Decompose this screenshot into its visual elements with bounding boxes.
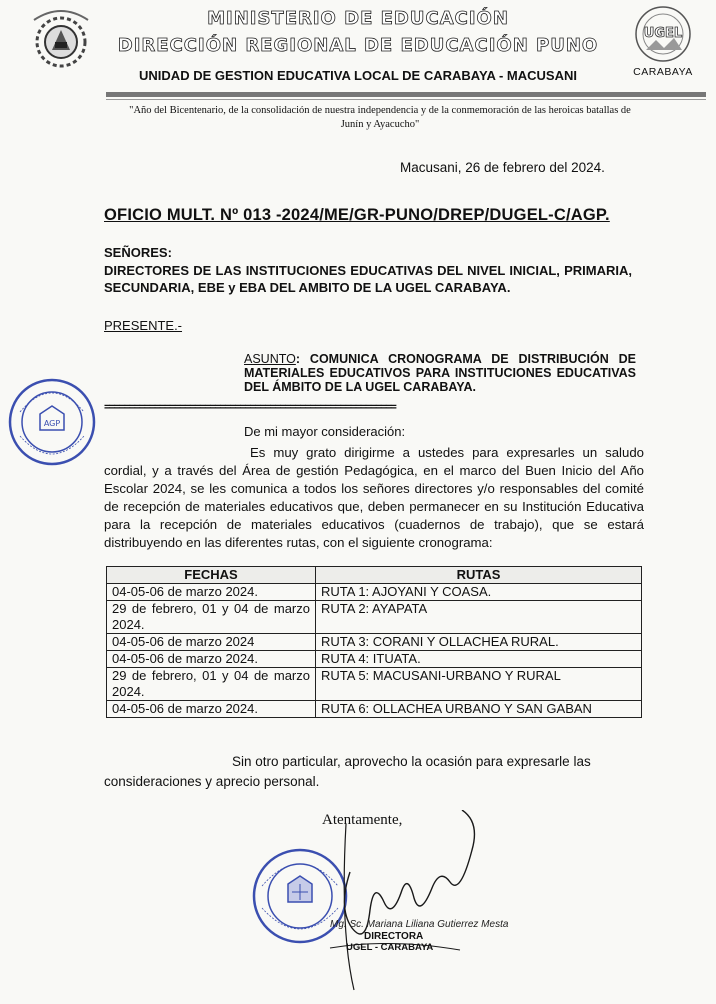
closing-paragraph: Sin otro particular, aprovecho la ocasión para expresarle las consideraciones y aprecio personal. <box>104 754 591 789</box>
cell-fecha: 04-05-06 de marzo 2024. <box>107 701 316 718</box>
header-divider-thin <box>106 99 706 100</box>
table-row <box>107 584 642 601</box>
asunto-block <box>244 352 636 394</box>
signer-title: DIRECTORA <box>364 931 424 942</box>
sign-off: Atentamente, <box>322 812 403 828</box>
body-paragraph: Es muy grato dirigirme a ustedes para expresarles un saludo cordial, y a través del Área de gestión Pedagógica, en el marco del Buen Inicio del Año Escolar 2024, se les comunica a todos los señores directores y/o responsables del comité de recepción de materiales educativos que, deben permanecer en su Institución Educativa para la recepción de materiales educativos (cuadernos de trabajo), que se estará distribuyendo en las diferentes rutas, con el siguiente cronograma: <box>104 445 644 550</box>
column-header-fechas: FECHAS <box>107 567 316 584</box>
handwritten-signature-icon <box>310 810 510 1000</box>
presente-label: PRESENTE.- <box>104 318 183 333</box>
salutation: SEÑORES: <box>104 245 172 260</box>
cell-ruta: RUTA 1: AJOYANI Y COASA. <box>316 584 642 601</box>
table-row <box>107 701 642 718</box>
carabaya-logo-label: CARABAYA <box>633 66 693 78</box>
jefatura-agp-stamp-icon <box>6 376 98 468</box>
year-motto: "Año del Bicentenario, de la consolidación de nuestra independencia y de la conmemoración de las heroicas batallas de Junín y Ayacucho" <box>129 105 631 130</box>
column-header-rutas: RUTAS <box>316 567 642 584</box>
gear-shield-logo-icon <box>28 6 94 72</box>
asunto-text: : COMUNICA CRONOGRAMA DE DISTRIBUCIÓN DE MATERIALES EDUCATIVOS PARA INSTITUCIONES EDUCATIVAS DEL ÁMBITO DE LA UGEL CARABAYA. <box>244 352 636 394</box>
signer-organization: UGEL - CARABAYA <box>346 942 434 953</box>
cell-fecha: 29 de febrero, 01 y 04 de marzo 2024. <box>107 668 316 701</box>
recipients: DIRECTORES DE LAS INSTITUCIONES EDUCATIVAS DEL NIVEL INICIAL, PRIMARIA, SECUNDARIA, EBE y EBA DEL AMBITO DE LA UGEL CARABAYA. <box>104 263 632 295</box>
cell-fecha: 04-05-06 de marzo 2024. <box>107 584 316 601</box>
oficio-number: OFICIO MULT. Nº 013 -2024/ME/GR-PUNO/DREP/DUGEL-C/AGP. <box>104 206 610 224</box>
letter-date: Macusani, 26 de febrero del 2024. <box>400 160 605 175</box>
svg-text:AGP: AGP <box>43 419 61 428</box>
regional-direction-title: DIRECCIÓN REGIONAL DE EDUCACIÓN PUNO <box>117 35 599 56</box>
cell-ruta: RUTA 3: CORANI Y OLLACHEA RURAL. <box>316 634 642 651</box>
table-row <box>107 651 642 668</box>
table-row <box>107 634 642 651</box>
cell-fecha: 04-05-06 de marzo 2024. <box>107 651 316 668</box>
table-row <box>107 668 642 701</box>
asunto-label: ASUNTO <box>244 352 296 366</box>
cell-ruta: RUTA 2: AYAPATA <box>316 601 642 634</box>
greeting: De mi mayor consideración: <box>244 424 406 439</box>
svg-text:UGEL: UGEL <box>643 26 683 41</box>
cell-fecha: 04-05-06 de marzo 2024 <box>107 634 316 651</box>
cell-ruta: RUTA 6: OLLACHEA URBANO Y SAN GABAN <box>316 701 642 718</box>
separator-line: ========================================================== <box>104 400 396 413</box>
signer-name: Mg. Sc. Mariana Liliana Gutierrez Mesta <box>330 919 509 930</box>
header-divider <box>106 92 706 97</box>
ugel-name: UNIDAD DE GESTION EDUCATIVA LOCAL DE CARABAYA - MACUSANI <box>139 68 577 83</box>
ministry-title: MINISTERIO DE EDUCACIÓN <box>207 8 509 29</box>
cell-ruta: RUTA 5: MACUSANI-URBANO Y RURAL <box>316 668 642 701</box>
cell-fecha: 29 de febrero, 01 y 04 de marzo 2024. <box>107 601 316 634</box>
table-header-row <box>107 567 642 584</box>
table-row <box>107 601 642 634</box>
schedule-table <box>106 566 642 718</box>
cell-ruta: RUTA 4: ITUATA. <box>316 651 642 668</box>
ugel-carabaya-logo-icon <box>628 4 698 66</box>
